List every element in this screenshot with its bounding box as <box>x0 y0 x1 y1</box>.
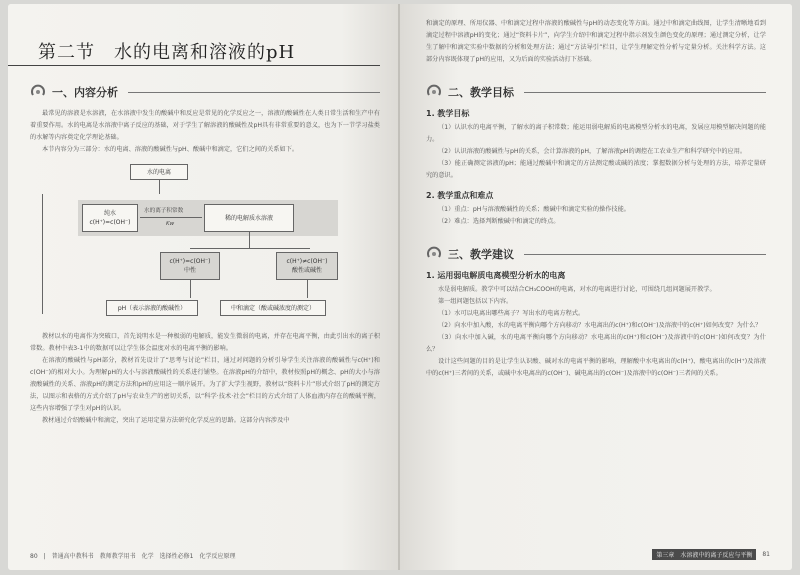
diagram-node-label: 中性 <box>183 267 196 274</box>
paragraph: 本节内容分为三部分：水的电离、溶液的酸碱性与pH、酸碱中和滴定，它们之间的关系如下。 <box>42 146 299 153</box>
paragraph: 教材通过介绍酸碱中和滴定，突出了运用定量方法研究化学反应的思路。这部分内容涉及中 <box>42 417 290 424</box>
subsection-title: 1. 教学目标 <box>426 109 470 118</box>
paragraph: 第一组问题包括以下内容。 <box>438 298 513 305</box>
diagram-node-label: c(H⁺)=c(OH⁻) <box>89 219 131 226</box>
paragraph: 水是弱电解质。教学中可以结合CH₃COOH的电离，对水的电离进行讨论，可围绕几组问题展开教学。 <box>438 286 716 293</box>
section-title: 二、教学目标 <box>448 86 514 99</box>
paragraph: （2）难点：选择判断酸碱中和滴定的终点。 <box>438 218 560 225</box>
diagram-connector <box>159 180 160 194</box>
page-number: 81 <box>762 551 770 558</box>
swirl-icon <box>426 246 442 262</box>
diagram-connector <box>42 194 43 314</box>
section-header-1 <box>30 84 380 100</box>
section-rule <box>524 254 766 255</box>
section-header-3 <box>426 246 766 262</box>
section-title: 一、内容分析 <box>52 86 118 99</box>
swirl-icon <box>30 84 46 100</box>
paragraph: （3）能正确测定溶液的pH；能通过酸碱中和滴定的方法测定酸或碱的浓度；掌握数据分析与处理的方法，培养定量研究的意识。 <box>426 160 766 179</box>
paragraph: （3）向水中加入碱，水的电离平衡向哪个方向移动？水电离出的c(H⁺)和c(OH⁻)及溶液中的c(OH⁻)如何改变？为什么？ <box>426 334 766 353</box>
swirl-icon <box>426 84 442 100</box>
diagram-node-label: pH（表示溶液的酸碱性） <box>117 304 187 312</box>
diagram-connector <box>307 280 308 298</box>
paragraph: （2）认识溶液的酸碱性与pH的关系，会计算溶液的pH，了解溶液pH的调控在工农业生产和科学研究中的应用。 <box>438 148 747 155</box>
diagram-node-neutral <box>160 252 220 280</box>
paragraph: 和滴定的原理、所用仪器、中和滴定过程中溶液的酸碱性与pH的动态变化等方面。通过中和滴定曲线图，让学生清晰地看到滴定过程中溶液pH的变化；通过“资料卡片”，向学生介绍中和滴定过程中指示剂发生颜色变化的原理；通过测定分析，让学生了解中和滴定实验中数据的分析和处理方法；通过“方法导引”栏目，让学生理解定性分析与定量分析。关注科学方法。这部分内容既体现了pH的应用，又为后面的实验活动打下基础。 <box>426 20 766 63</box>
diagram-node-acid-base <box>276 252 338 280</box>
diagram-connector <box>190 248 310 249</box>
diagram-node-ph <box>106 300 198 316</box>
diagram-connector <box>190 280 191 298</box>
paragraph: （1）水可以电离出哪些离子？写出水的电离方程式。 <box>438 310 585 317</box>
page-footer-left: 80 | 普通高中教科书 教师教学用书 化学 选择性必修1 化学反应原理 <box>30 553 236 560</box>
subsection-title: 2. 教学重点和难点 <box>426 191 494 200</box>
page-title-text: 第二节 水的电离和溶液的pH <box>38 42 296 63</box>
diagram-node-label: 水的电离 <box>146 168 171 176</box>
diagram-node-water-ionization <box>130 164 188 180</box>
diagram-node-titration <box>220 300 326 316</box>
diagram-node-pure-water <box>82 204 138 232</box>
section-header-2 <box>426 84 766 100</box>
diagram-node-label: 中和滴定（酸或碱浓度的测定） <box>230 304 315 312</box>
subsection-title: 1. 运用弱电解质电离模型分析水的电离 <box>426 271 566 280</box>
diagram-node-label: c(H⁺)≠c(OH⁻) <box>286 258 328 265</box>
section-title: 三、教学建议 <box>448 248 514 261</box>
paragraph: 教材以水的电离作为突破口，首先说明水是一种极弱的电解质，能发生微弱的电离，并存在电离平衡，由此引出水的离子积常数。教材中表3-1中的数据可以让学生体会温度对水的电离平衡的影响。 <box>30 333 380 352</box>
paragraph: （1）认识水的电离平衡，了解水的离子积常数；能运用弱电解质的电离模型分析水的电离，发展应用模型解决问题的能力。 <box>426 124 766 143</box>
diagram-node-label: 纯水 <box>103 210 116 217</box>
paragraph: 在溶液的酸碱性与pH部分，教材首先设计了“思考与讨论”栏目，通过对问题的分析引导学生关注溶液的酸碱性与c(H⁺)和c(OH⁻)的相对大小。为理解pH的大小与溶液酸碱性的关系进行铺垫。在溶液pH的介绍中，教材按照pH的概念、pH的大小与溶液酸碱性的关系、溶液pH的测定方法和pH的应用这一顺序展开。为了扩大学生视野，教材以“资料卡片”形式介绍了pH的测定方法，以图示和表格的方式介绍了pH与农业生产的密切关系，以“科学·技术·社会”栏目的方式介绍了人体血液内存在的酸碱平衡，这些内容增强了学生对pH的认识。 <box>30 357 380 412</box>
section-rule <box>128 92 380 93</box>
diagram-node-solution <box>204 204 294 232</box>
left-page <box>8 4 400 570</box>
page-title <box>8 38 380 66</box>
relation-diagram <box>30 160 380 325</box>
paragraph: （2）向水中加入酸，水的电离平衡向哪个方向移动？水电离出的c(H⁺)和c(OH⁻)及溶液中的c(H⁺)如何改变？为什么？ <box>438 322 762 329</box>
diagram-node-label: 稀的电解质水溶液 <box>224 214 273 222</box>
diagram-node-label: 酸性或碱性 <box>291 267 322 274</box>
diagram-edge-label: Kw <box>166 221 175 227</box>
right-page <box>400 4 792 570</box>
diagram-connector <box>249 232 250 248</box>
section-rule <box>524 92 766 93</box>
diagram-node-label: c(H⁺)=c(OH⁻) <box>169 258 211 265</box>
chapter-tag: 第三章 水溶液中的离子反应与平衡 <box>652 549 756 560</box>
diagram-arrow <box>140 217 202 218</box>
book-spread <box>8 4 792 570</box>
diagram-edge-label: 水的离子积常数 <box>144 208 184 214</box>
paragraph: （1）重点：pH与溶液酸碱性的关系；酸碱中和滴定实验的操作技能。 <box>438 206 630 213</box>
paragraph: 最常见的溶液是水溶液，在水溶液中发生的酸碱中和反应是常见的化学反应之一，溶液的酸碱性在人类日常生活和生产中有着重要作用。水的电离是水溶液中离子反应的基础，对于学生了解溶液的酸碱性及pH具有非常重要的意义，也为下一节学习盐类的水解等内容奠定化学理论基础。 <box>30 110 380 141</box>
paragraph: 设计这些问题的目的是让学生认识酸、碱对水的电离平衡的影响，理解酸中水电离出的c(H⁺)、酸电离出的c(H⁺)及溶液中的c(H⁺)三者间的关系，或碱中水电离出的c(OH⁻)、碱电离出的c(OH⁻)及溶液中的c(OH⁻)三者间的关系。 <box>426 358 766 377</box>
page-footer-right <box>652 549 770 560</box>
